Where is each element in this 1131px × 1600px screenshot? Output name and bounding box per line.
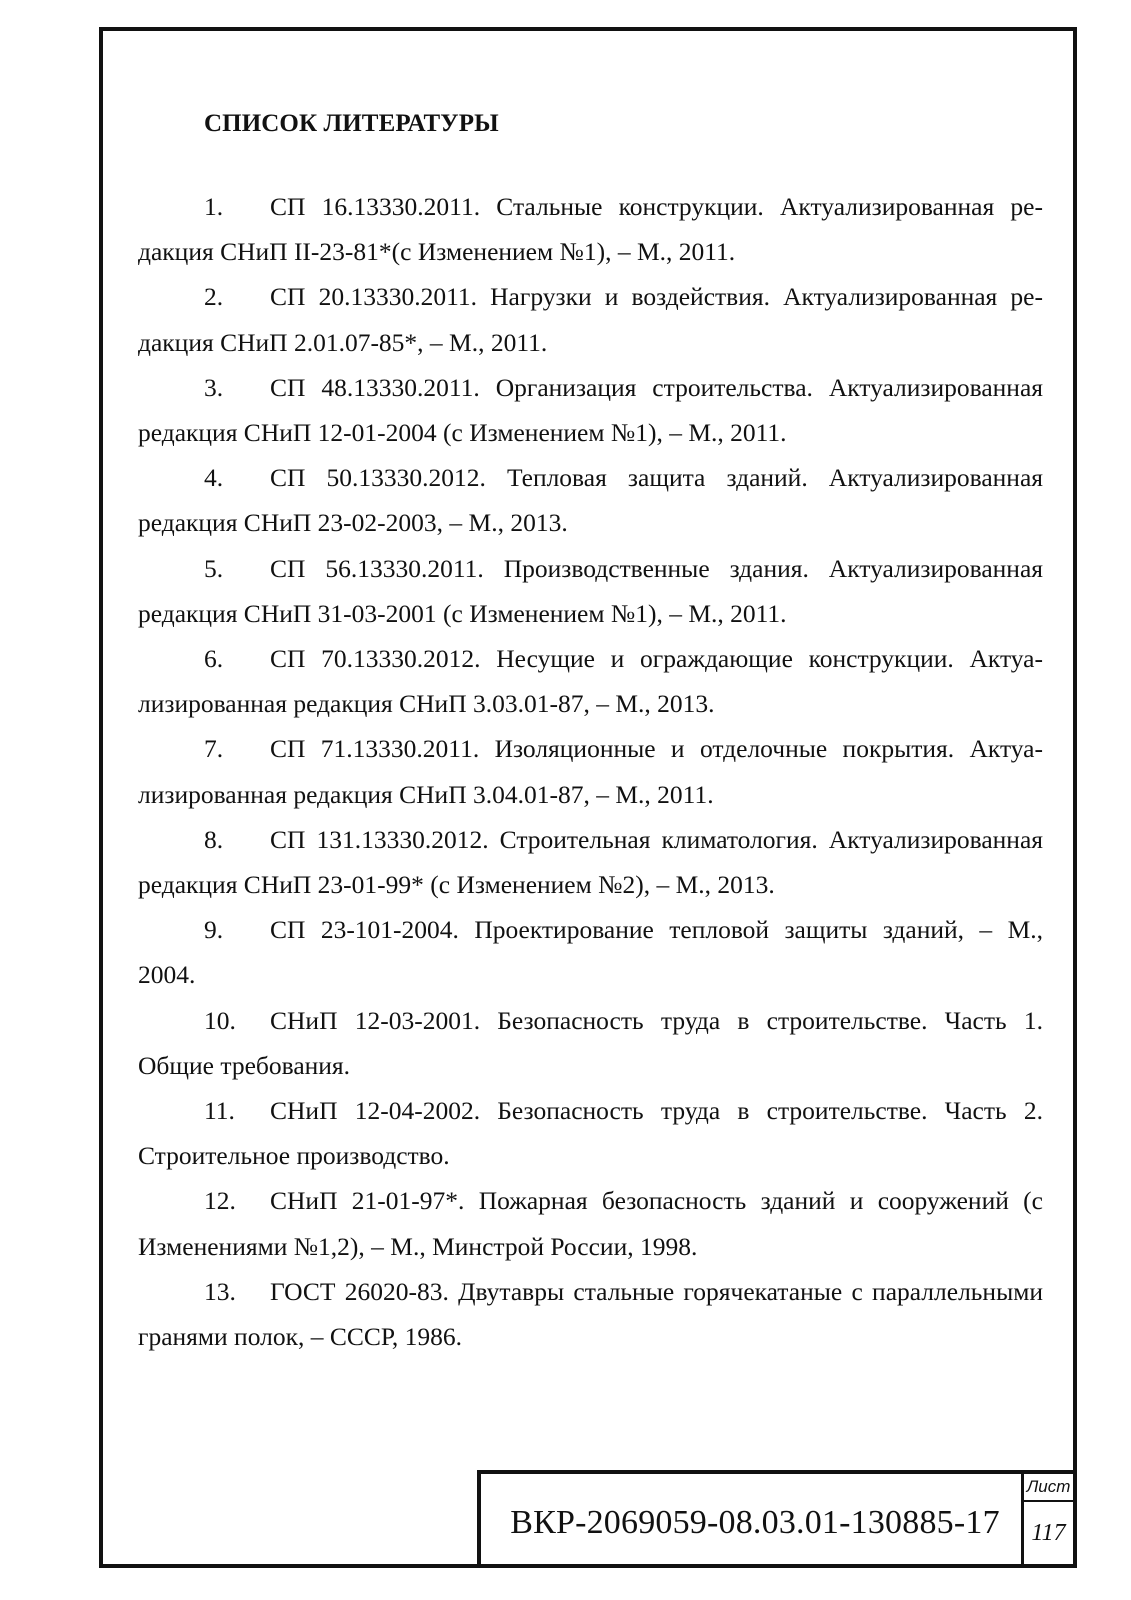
reference-number: 4. <box>204 463 224 493</box>
reference-number: 7. <box>204 734 224 764</box>
reference-number: 10. <box>204 1005 236 1035</box>
sheet-number: 117 <box>1031 1520 1066 1546</box>
reference-text: ГОСТ 26020-83. Двутавры стальные горячекатаные с параллельными гранями полок, – СССР, 1986. <box>138 1276 1043 1352</box>
reference-number: 6. <box>204 644 224 674</box>
reference-item <box>138 274 1043 364</box>
reference-text: СП 56.13330.2011. Производственные здания. Актуализированная редакция СНиП 31-03-2001 (с Изменением №1), – М., 2011. <box>138 553 1043 628</box>
reference-text: СП 50.13330.2012. Тепловая защита зданий. Актуализированная редакция СНиП 23-02-2003, – М., 2013. <box>138 463 1043 538</box>
document-code: ВКР-2069059-08.03.01-130885-17 <box>510 1504 1000 1541</box>
reference-number: 8. <box>204 824 224 854</box>
reference-item <box>138 1269 1043 1359</box>
reference-item <box>138 998 1043 1088</box>
reference-item <box>138 907 1043 997</box>
reference-text: СП 48.13330.2011. Организация строительства. Актуализированная редакция СНиП 12-01-2004 (с Изменением №1), – М., 2011. <box>138 372 1043 448</box>
reference-item <box>138 1178 1043 1268</box>
reference-item <box>138 1088 1043 1178</box>
reference-item <box>138 455 1043 545</box>
title-block <box>477 1470 1073 1564</box>
sheet-box <box>1021 1474 1073 1564</box>
reference-number: 11. <box>204 1096 235 1126</box>
reference-number: 3. <box>204 372 224 402</box>
reference-text: СП 23-101-2004. Проектирование тепловой защиты зданий, – М., 2004. <box>138 915 1043 990</box>
reference-number: 1. <box>204 192 224 221</box>
sheet-label: Лист <box>1024 1474 1073 1502</box>
reference-text: СНиП 12-03-2001. Безопасность труда в строительстве. Часть 1. Общие требования. <box>138 1005 1043 1080</box>
reference-number: 2. <box>204 282 224 312</box>
reference-item <box>138 365 1043 455</box>
page-title: СПИСОК ЛИТЕРАТУРЫ <box>204 110 499 137</box>
reference-text: СП 16.13330.2011. Стальные конструкции. Актуализированная редакция СНиП II-23-81*(с Изменением №1), – М., 2011. <box>138 192 1043 267</box>
reference-text: СП 20.13330.2011. Нагрузки и воздействия. Актуализированная редакция СНиП 2.01.07-85*, – М., 2011. <box>138 282 1043 357</box>
reference-text: СП 70.13330.2012. Несущие и ограждающие конструкции. Актуализированная редакция СНиП 3.03.01-87, – М., 2013. <box>138 644 1043 719</box>
reference-list <box>138 184 1043 1359</box>
reference-text: СП 131.13330.2012. Строительная климатология. Актуализированная редакция СНиП 23-01-99* (с Изменением №2), – М., 2013. <box>138 824 1043 900</box>
reference-item <box>138 726 1043 816</box>
reference-number: 13. <box>204 1276 236 1306</box>
reference-number: 9. <box>204 915 224 945</box>
reference-item <box>138 184 1043 274</box>
reference-number: 5. <box>204 553 224 583</box>
reference-text: СП 71.13330.2011. Изоляционные и отделочные покрытия. Актуализированная редакция СНиП 3.04.01-87, – М., 2011. <box>138 734 1043 809</box>
reference-number: 12. <box>204 1186 236 1216</box>
reference-item <box>138 817 1043 907</box>
reference-item <box>138 636 1043 726</box>
reference-text: СНиП 12-04-2002. Безопасность труда в строительстве. Часть 2. Строительное производство. <box>138 1096 1043 1171</box>
reference-text: СНиП 21-01-97*. Пожарная безопасность зданий и сооружений (с Изменениями №1,2), – М., Минстрой России, 1998. <box>138 1186 1043 1261</box>
reference-item <box>138 546 1043 636</box>
